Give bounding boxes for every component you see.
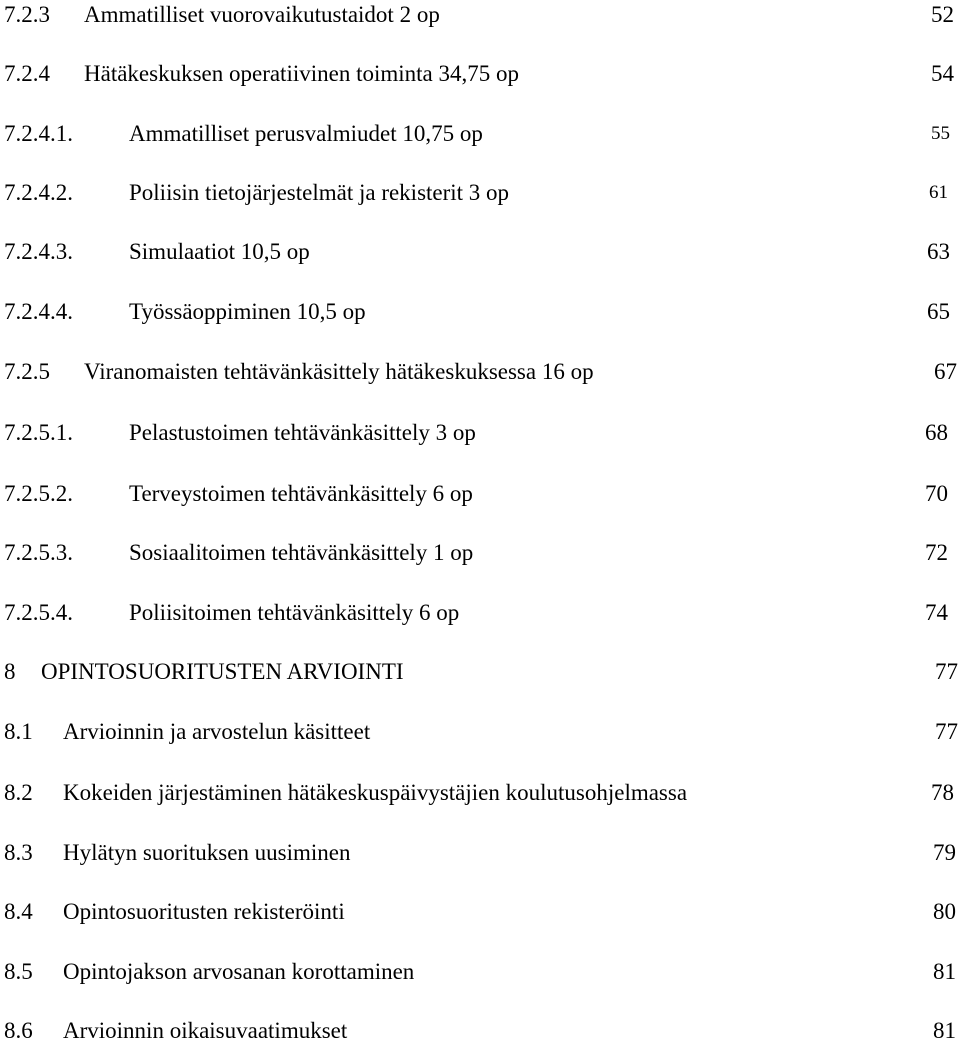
toc-entry-number: 8 [4,659,16,684]
toc-entry-title: Ammatilliset vuorovaikutustaidot 2 op [84,2,440,27]
toc-entry[interactable] [0,297,960,327]
toc-entry-page: 81 [933,1018,956,1043]
toc-entry[interactable] [0,838,960,868]
toc-entry-number: 8.1 [4,719,33,744]
toc-entry-number: 8.3 [4,840,33,865]
toc-entry-title: Terveystoimen tehtävänkäsittely 6 op [129,481,473,506]
toc-entry-page: 79 [933,840,956,865]
toc-entry-number: 7.2.4.4. [4,299,73,324]
toc-entry-number: 7.2.5.2. [4,481,73,506]
toc-entry-title: Arvioinnin ja arvostelun käsitteet [63,719,371,744]
toc-entry-title: Poliisitoimen tehtävänkäsittely 6 op [129,600,460,625]
toc-entry-page: 77 [935,719,958,744]
toc-entry-title: Arvioinnin oikaisuvaatimukset [63,1018,348,1043]
toc-entry-title: Opintojakson arvosanan korottaminen [63,959,415,984]
toc-entry[interactable] [0,119,960,149]
toc-entry-page: 77 [935,659,958,684]
toc-entry-page: 63 [927,239,950,264]
toc-entry-number: 8.2 [4,780,33,805]
toc-entry[interactable] [0,479,960,509]
toc-entry-page: 74 [925,600,948,625]
toc-entry-number: 7.2.3 [4,2,50,27]
toc-entry-page: 61 [929,182,948,203]
toc-entry-page: 70 [925,481,948,506]
toc-entry-title: Simulaatiot 10,5 op [129,239,310,264]
toc-entry-title: OPINTOSUORITUSTEN ARVIOINTI [41,659,404,684]
toc-entry[interactable] [0,237,960,267]
toc-entry-number: 7.2.4 [4,61,50,86]
toc-entry[interactable] [0,778,960,808]
toc-entry-page: 55 [931,123,950,144]
toc-entry[interactable] [0,717,960,747]
toc-entry-title: Opintosuoritusten rekisteröinti [63,899,345,924]
toc-entry-number: 8.5 [4,959,33,984]
toc-entry[interactable] [0,178,960,208]
toc-entry-number: 7.2.4.3. [4,239,73,264]
toc-entry[interactable] [0,897,960,927]
toc-entry[interactable] [0,957,960,987]
toc-entry-page: 68 [925,420,948,445]
toc-entry-title: Viranomaisten tehtävänkäsittely hätäkeskuksessa 16 op [84,359,594,384]
toc-entry-page: 52 [931,2,954,27]
toc-entry[interactable] [0,598,960,628]
toc-entry-number: 7.2.5.1. [4,420,73,445]
toc-entry-title: Hylätyn suorituksen uusiminen [63,840,351,865]
toc-entry-number: 7.2.4.2. [4,180,73,205]
toc-entry-title: Poliisin tietojärjestelmät ja rekisterit 3 op [129,180,510,205]
toc-entry[interactable] [0,1016,960,1046]
toc-entry-title: Pelastustoimen tehtävänkäsittely 3 op [129,420,476,445]
toc-entry-page: 72 [925,540,948,565]
toc-entry-page: 80 [933,899,956,924]
toc-entry-number: 7.2.5.4. [4,600,73,625]
toc-entry[interactable] [0,418,960,448]
toc-entry-title: Sosiaalitoimen tehtävänkäsittely 1 op [129,540,474,565]
toc-entry-title: Kokeiden järjestäminen hätäkeskuspäivystäjien koulutusohjelmassa [63,780,688,805]
toc-entry-page: 65 [927,299,950,324]
toc-entry-number: 7.2.5 [4,359,50,384]
toc-entry-page: 67 [934,359,957,384]
toc-entry-page: 54 [931,61,954,86]
toc-entry[interactable] [0,538,960,568]
toc-entry-number: 7.2.4.1. [4,121,73,146]
toc-entry-number: 8.4 [4,899,33,924]
toc-entry[interactable] [0,357,960,387]
toc-entry[interactable] [0,0,960,30]
toc-entry[interactable] [0,657,960,687]
toc-entry-title: Työssäoppiminen 10,5 op [129,299,366,324]
toc-entry-page: 78 [931,780,954,805]
toc-entry-number: 8.6 [4,1018,33,1043]
toc-entry-page: 81 [933,959,956,984]
toc-entry[interactable] [0,59,960,89]
toc-entry-title: Hätäkeskuksen operatiivinen toiminta 34,75 op [84,61,519,86]
toc-entry-number: 7.2.5.3. [4,540,73,565]
toc-entry-title: Ammatilliset perusvalmiudet 10,75 op [129,121,483,146]
